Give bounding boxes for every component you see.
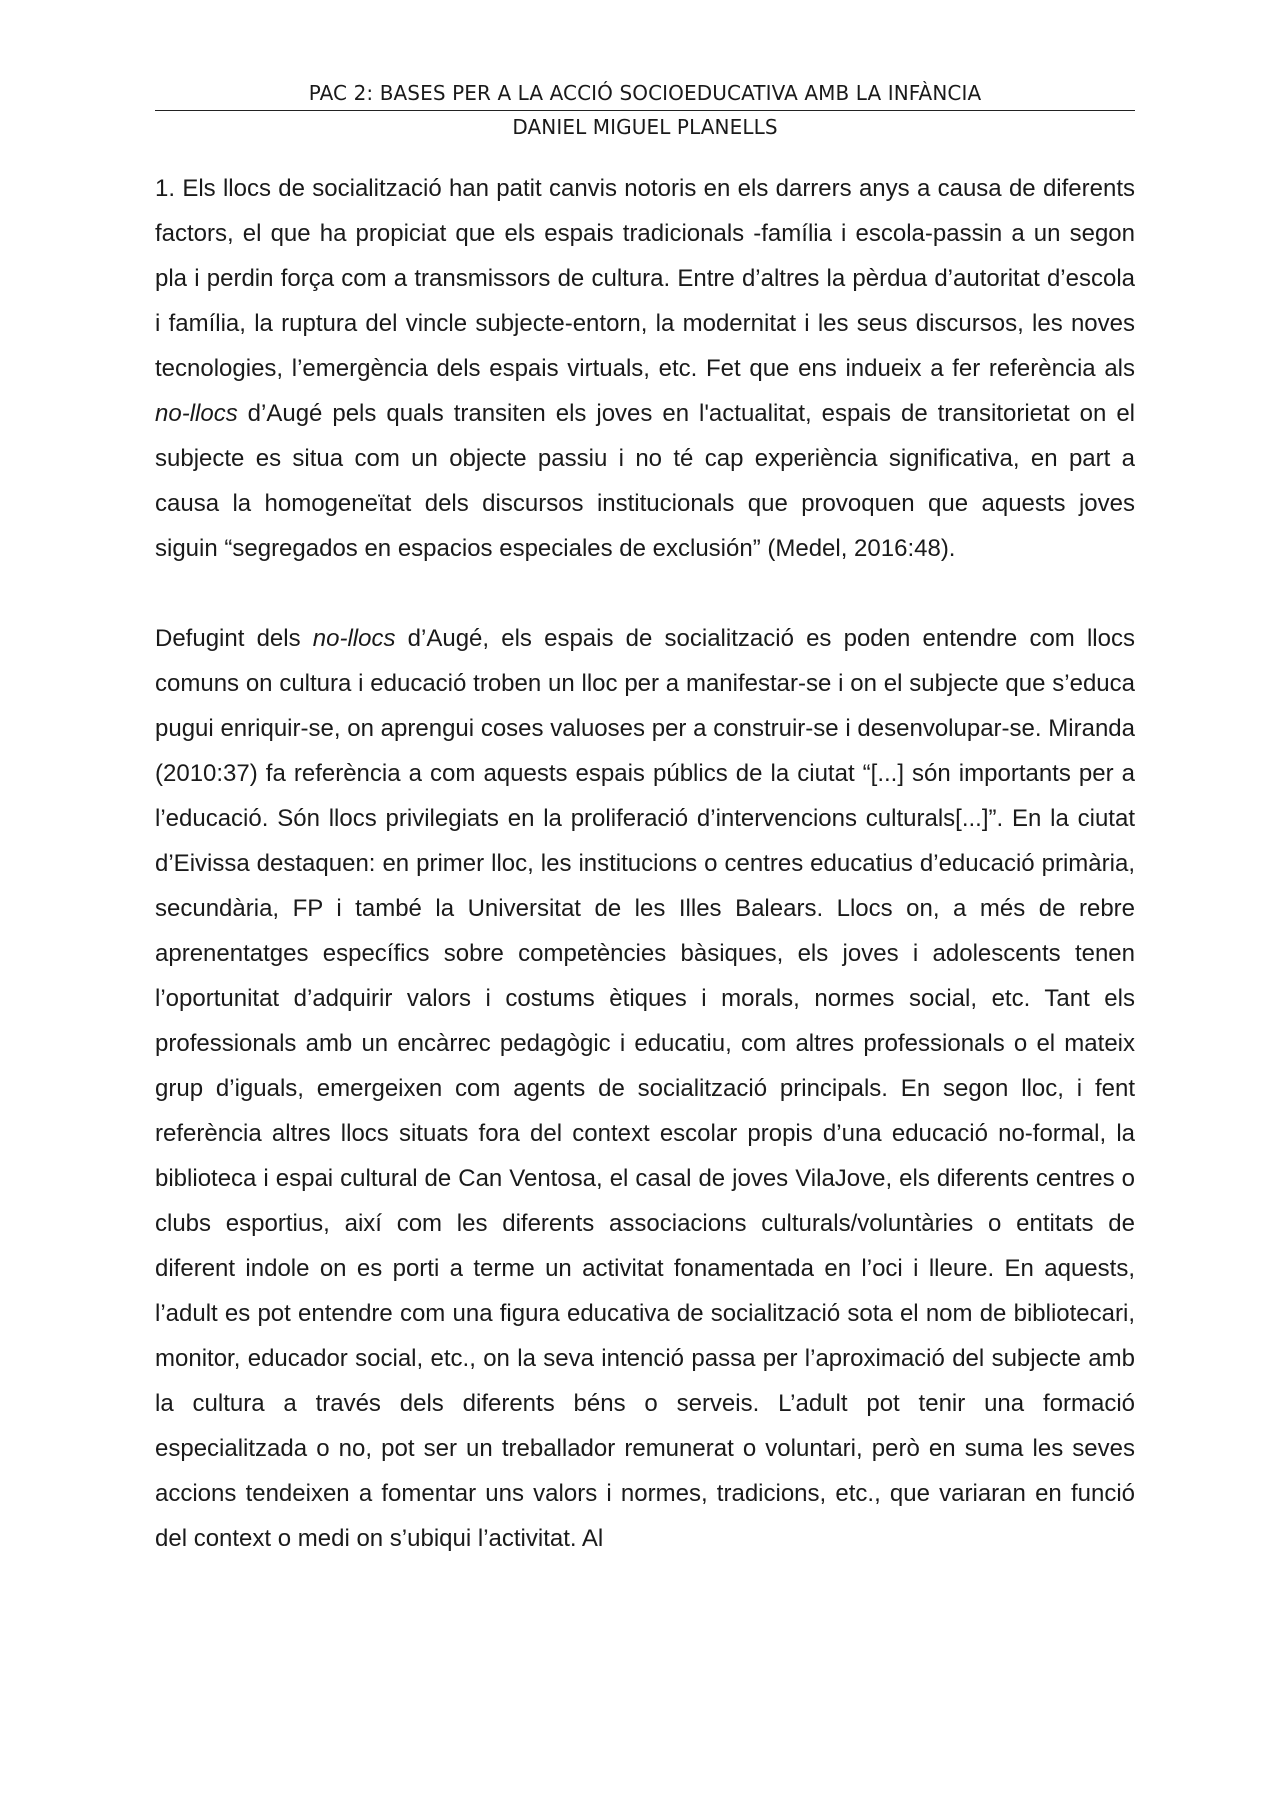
paragraph-1-italic-term: no-llocs [155,400,238,427]
paragraph-2-text-b: d’Augé, els espais de socialització es poden entendre com llocs comuns on cultura i educació troben un lloc per a manifestar-se i on el subjecte que s’educa pugui enriquir-se, on aprengui coses valuoses per a construir-se i desenvolupar-se. Miranda (2010:37) fa referència a com aquests espais públics de la ciutat “[...] són importants per a l’educació. Són llocs privilegiats en la proliferació d’intervencions culturals[...]”. En la ciutat d’Eivissa destaquen: en primer lloc, les institucions o centres educatius d’educació primària, secundària, FP i també la Universitat de les Illes Balears. Llocs on, a més de rebre aprenentatges específics sobre competències bàsiques, els joves i adolescents tenen l’oportunitat d’adquirir valors i costums ètiques i morals, normes social, etc. Tant els professionals amb un encàrrec pedagògic i educatiu, com altres professionals o el mateix grup d’iguals, emergeixen com agents de socialització principals. En segon lloc, i fent referència altres llocs situats fora del context escolar propis d’una educació no-formal, la biblioteca i espai cultural de Can Ventosa, el casal de joves VilaJove, els diferents centres o clubs esportius, així com les diferents associacions culturals/voluntàries o entitats de diferent indole on es porti a terme un activitat fonamentada en l’oci i lleure. En aquests, l’adult es pot entendre com una figura educativa de socialització sota el nom de bibliotecari, monitor, educador social, etc., on la seva intenció passa per l’aproximació del subjecte amb la cultura a través dels diferents béns o serveis. L’adult pot tenir una formació especialitzada o no, pot ser un treballador remunerat o voluntari, però en suma les seves accions tendeixen a fomentar uns valors i normes, tradicions, etc., que variaran en funció del context o medi on s’ubiqui l’activitat. Al [155,625,1135,1552]
paragraph-1 [155,166,1135,571]
document-body [155,166,1135,1561]
paragraph-1-text-a: 1. Els llocs de socialització han patit canvis notoris en els darrers anys a causa de diferents factors, el que ha propiciat que els espais tradicionals -família i escola-passin a un segon pla i perdin força com a transmissors de cultura. Entre d’altres la pèrdua d’autoritat d’escola i família, la ruptura del vincle subjecte-entorn, la modernitat i les seus discursos, les noves tecnologies, l’emergència dels espais virtuals, etc. Fet que ens indueix a fer referència als [155,175,1135,382]
paragraph-2-text-a: Defugint dels [155,625,313,652]
header-title: PAC 2: BASES PER A LA ACCIÓ SOCIOEDUCATIVA AMB LA INFÀNCIA [155,78,1135,111]
paragraph-2 [155,616,1135,1561]
header-author: DANIEL MIGUEL PLANELLS [512,115,778,139]
paragraph-2-italic-term: no-llocs [312,625,396,652]
paragraph-1-text-b: d’Augé pels quals transiten els joves en l'actualitat, espais de transitorietat on el subjecte es situa com un objecte passiu i no té cap experiència significativa, en part a causa la homogeneïtat dels discursos institucionals que provoquen que aquests joves siguin “segregados en espacios especiales de exclusión” (Medel, 2016:48). [155,400,1135,562]
page-header [155,78,1135,143]
